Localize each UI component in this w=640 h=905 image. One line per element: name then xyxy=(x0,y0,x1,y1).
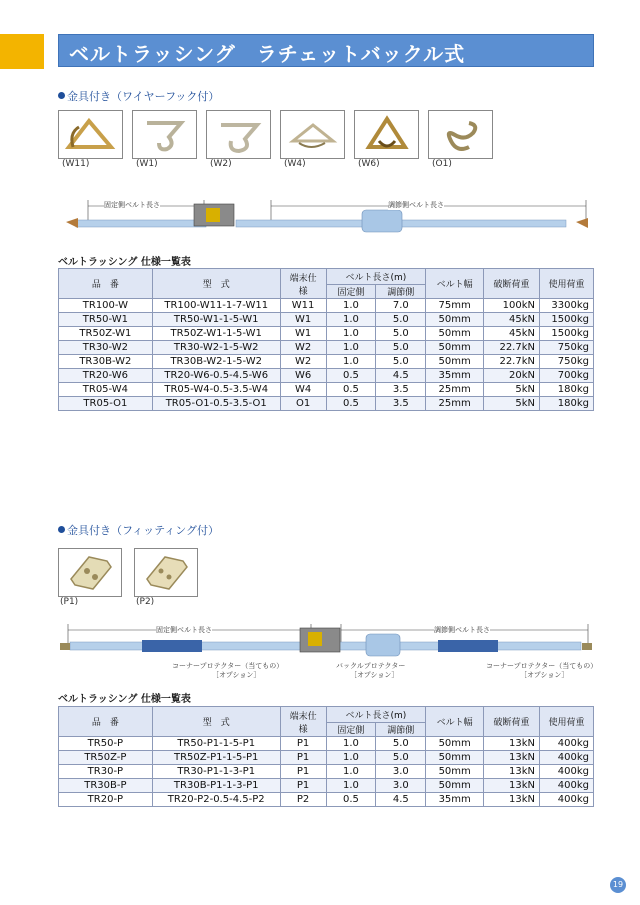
cell-product: TR50Z-P xyxy=(59,751,153,765)
cell-width: 25mm xyxy=(426,383,484,397)
hook-label: (W6) xyxy=(358,159,380,169)
cell-adjust: 3.0 xyxy=(376,765,426,779)
cell-model: TR30-W2-1-5-W2 xyxy=(152,341,280,355)
cell-fixed: 1.0 xyxy=(326,341,376,355)
cell-width: 50mm xyxy=(426,355,484,369)
corner-protector-left-option: ［オプション］ xyxy=(212,671,261,679)
cell-break: 13kN xyxy=(484,751,540,765)
section1-heading: 金具付き（ワイヤーフック付） xyxy=(58,88,219,104)
cell-model: TR05-O1-0.5-3.5-O1 xyxy=(152,397,280,411)
table-row xyxy=(59,397,594,411)
spec-table-2 xyxy=(58,706,594,807)
table-row xyxy=(59,369,594,383)
col-width: ベルト幅 xyxy=(426,707,484,737)
cell-adjust: 5.0 xyxy=(376,751,426,765)
cell-width: 75mm xyxy=(426,299,484,313)
cell-width: 35mm xyxy=(426,369,484,383)
table-row xyxy=(59,299,594,313)
cell-fixed: 1.0 xyxy=(326,313,376,327)
cell-end: W1 xyxy=(280,313,326,327)
cell-break: 22.7kN xyxy=(484,355,540,369)
cell-load: 1500kg xyxy=(540,313,594,327)
cell-adjust: 5.0 xyxy=(376,341,426,355)
cell-fixed: 0.5 xyxy=(326,383,376,397)
hook-label: (W11) xyxy=(62,159,90,169)
cell-adjust: 5.0 xyxy=(376,355,426,369)
cell-fixed: 1.0 xyxy=(326,737,376,751)
cell-model: TR50Z-W1-1-5-W1 xyxy=(152,327,280,341)
cell-fixed: 1.0 xyxy=(326,751,376,765)
buckle-protector-option: ［オプション］ xyxy=(350,671,399,679)
cell-adjust: 3.5 xyxy=(376,397,426,411)
cell-product: TR20-W6 xyxy=(59,369,153,383)
fitting-label: (P2) xyxy=(136,597,155,607)
cell-product: TR05-W4 xyxy=(59,383,153,397)
cell-product: TR50Z-W1 xyxy=(59,327,153,341)
cell-load: 1500kg xyxy=(540,327,594,341)
cell-end: W4 xyxy=(280,383,326,397)
col-model: 型 式 xyxy=(152,269,280,299)
bullet-icon xyxy=(58,526,65,533)
cell-model: TR50Z-P1-1-5-P1 xyxy=(152,751,280,765)
cell-product: TR50-W1 xyxy=(59,313,153,327)
cell-model: TR30B-W2-1-5-W2 xyxy=(152,355,280,369)
bullet-icon xyxy=(58,92,65,99)
cell-product: TR100-W xyxy=(59,299,153,313)
cell-break: 13kN xyxy=(484,793,540,807)
col-belt-length: ベルト長さ(m) xyxy=(326,707,426,723)
corner-accent xyxy=(0,34,44,69)
table1-title: ベルトラッシング 仕様一覧表 xyxy=(58,257,191,268)
table-row xyxy=(59,313,594,327)
fitting-label: (P1) xyxy=(60,597,79,607)
section2-heading: 金具付き（フィッティング付） xyxy=(58,522,219,538)
cell-break: 5kN xyxy=(484,397,540,411)
hook-label: (O1) xyxy=(432,159,452,169)
col-adjust: 調節側 xyxy=(376,723,426,737)
adjust-length-label-2: 調節側ベルト長さ xyxy=(434,626,490,634)
belt-diagram-2 xyxy=(56,618,596,666)
corner-protector-right-label: コーナープロテクター（当てもの） xyxy=(486,662,598,670)
cell-end: W2 xyxy=(280,355,326,369)
cell-width: 25mm xyxy=(426,397,484,411)
cell-load: 3300kg xyxy=(540,299,594,313)
hook-w11-image xyxy=(58,110,123,159)
cell-adjust: 5.0 xyxy=(376,737,426,751)
cell-width: 50mm xyxy=(426,779,484,793)
cell-load: 750kg xyxy=(540,355,594,369)
corner-protector-right-option: ［オプション］ xyxy=(520,671,569,679)
cell-load: 750kg xyxy=(540,341,594,355)
cell-end: P1 xyxy=(280,779,326,793)
table-row xyxy=(59,751,594,765)
cell-width: 50mm xyxy=(426,737,484,751)
cell-load: 400kg xyxy=(540,765,594,779)
cell-fixed: 1.0 xyxy=(326,327,376,341)
fixed-length-label: 固定側ベルト長さ xyxy=(104,201,160,209)
hook-w6-image xyxy=(354,110,419,159)
cell-model: TR20-P2-0.5-4.5-P2 xyxy=(152,793,280,807)
page-number: 19 xyxy=(610,877,626,893)
col-break: 破断荷重 xyxy=(484,269,540,299)
buckle-protector-label: バックルプロテクター xyxy=(336,662,406,670)
cell-load: 700kg xyxy=(540,369,594,383)
cell-product: TR30-W2 xyxy=(59,341,153,355)
col-product: 品 番 xyxy=(59,269,153,299)
cell-model: TR20-W6-0.5-4.5-W6 xyxy=(152,369,280,383)
cell-load: 400kg xyxy=(540,737,594,751)
cell-end: W6 xyxy=(280,369,326,383)
cell-product: TR50-P xyxy=(59,737,153,751)
col-adjust: 調節側 xyxy=(376,285,426,299)
cell-end: W1 xyxy=(280,327,326,341)
cell-fixed: 0.5 xyxy=(326,397,376,411)
cell-model: TR05-W4-0.5-3.5-W4 xyxy=(152,383,280,397)
hook-label: (W4) xyxy=(284,159,306,169)
hook-w1-image xyxy=(132,110,197,159)
cell-fixed: 0.5 xyxy=(326,793,376,807)
table-row xyxy=(59,765,594,779)
cell-break: 22.7kN xyxy=(484,341,540,355)
page-banner xyxy=(58,34,594,67)
cell-break: 5kN xyxy=(484,383,540,397)
cell-break: 45kN xyxy=(484,327,540,341)
table-row xyxy=(59,779,594,793)
cell-end: W2 xyxy=(280,341,326,355)
hook-label: (W1) xyxy=(136,159,158,169)
fitting-p2-image xyxy=(134,548,198,597)
cell-model: TR30-P1-1-3-P1 xyxy=(152,765,280,779)
cell-adjust: 7.0 xyxy=(376,299,426,313)
cell-product: TR30B-W2 xyxy=(59,355,153,369)
cell-adjust: 4.5 xyxy=(376,793,426,807)
cell-fixed: 1.0 xyxy=(326,299,376,313)
col-belt-length: ベルト長さ(m) xyxy=(326,269,426,285)
table-row xyxy=(59,327,594,341)
cell-model: TR50-W1-1-5-W1 xyxy=(152,313,280,327)
col-model: 型 式 xyxy=(152,707,280,737)
table2-title: ベルトラッシング 仕様一覧表 xyxy=(58,694,191,705)
col-product: 品 番 xyxy=(59,707,153,737)
cell-width: 50mm xyxy=(426,313,484,327)
cell-fixed: 1.0 xyxy=(326,779,376,793)
cell-adjust: 5.0 xyxy=(376,327,426,341)
cell-load: 180kg xyxy=(540,397,594,411)
cell-product: TR05-O1 xyxy=(59,397,153,411)
cell-load: 400kg xyxy=(540,793,594,807)
col-load: 使用荷重 xyxy=(540,269,594,299)
hook-w2-image xyxy=(206,110,271,159)
fixed-length-label-2: 固定側ベルト長さ xyxy=(156,626,212,634)
cell-break: 100kN xyxy=(484,299,540,313)
hook-o1-image xyxy=(428,110,493,159)
cell-break: 13kN xyxy=(484,737,540,751)
col-fixed: 固定側 xyxy=(326,723,376,737)
cell-model: TR30B-P1-1-3-P1 xyxy=(152,779,280,793)
cell-break: 20kN xyxy=(484,369,540,383)
cell-load: 400kg xyxy=(540,751,594,765)
cell-adjust: 3.0 xyxy=(376,779,426,793)
cell-break: 13kN xyxy=(484,765,540,779)
cell-fixed: 0.5 xyxy=(326,369,376,383)
fitting-p1-image xyxy=(58,548,122,597)
col-width: ベルト幅 xyxy=(426,269,484,299)
col-end: 端末仕様 xyxy=(280,269,326,299)
col-load: 使用荷重 xyxy=(540,707,594,737)
spec-table-1 xyxy=(58,268,594,411)
col-fixed: 固定側 xyxy=(326,285,376,299)
cell-product: TR20-P xyxy=(59,793,153,807)
cell-adjust: 3.5 xyxy=(376,383,426,397)
cell-model: TR100-W11-1-7-W11 xyxy=(152,299,280,313)
cell-end: P2 xyxy=(280,793,326,807)
cell-width: 50mm xyxy=(426,341,484,355)
table-row xyxy=(59,793,594,807)
cell-end: P1 xyxy=(280,751,326,765)
cell-width: 50mm xyxy=(426,327,484,341)
cell-adjust: 4.5 xyxy=(376,369,426,383)
cell-fixed: 1.0 xyxy=(326,355,376,369)
cell-end: P1 xyxy=(280,737,326,751)
cell-break: 45kN xyxy=(484,313,540,327)
table-row xyxy=(59,355,594,369)
cell-width: 50mm xyxy=(426,765,484,779)
cell-product: TR30-P xyxy=(59,765,153,779)
col-end: 端末仕様 xyxy=(280,707,326,737)
cell-product: TR30B-P xyxy=(59,779,153,793)
col-break: 破断荷重 xyxy=(484,707,540,737)
cell-end: P1 xyxy=(280,765,326,779)
cell-load: 400kg xyxy=(540,779,594,793)
corner-protector-left-label: コーナープロテクター（当てもの） xyxy=(172,662,284,670)
table-row xyxy=(59,341,594,355)
cell-width: 35mm xyxy=(426,793,484,807)
cell-fixed: 1.0 xyxy=(326,765,376,779)
cell-end: O1 xyxy=(280,397,326,411)
cell-width: 50mm xyxy=(426,751,484,765)
cell-adjust: 5.0 xyxy=(376,313,426,327)
table-row xyxy=(59,737,594,751)
cell-model: TR50-P1-1-5-P1 xyxy=(152,737,280,751)
hook-w4-image xyxy=(280,110,345,159)
hook-label: (W2) xyxy=(210,159,232,169)
adjust-length-label: 調節側ベルト長さ xyxy=(388,201,444,209)
cell-break: 13kN xyxy=(484,779,540,793)
cell-end: W11 xyxy=(280,299,326,313)
table-row xyxy=(59,383,594,397)
cell-load: 180kg xyxy=(540,383,594,397)
page-title: ベルトラッシング ラチェットバックル式 xyxy=(69,42,466,66)
